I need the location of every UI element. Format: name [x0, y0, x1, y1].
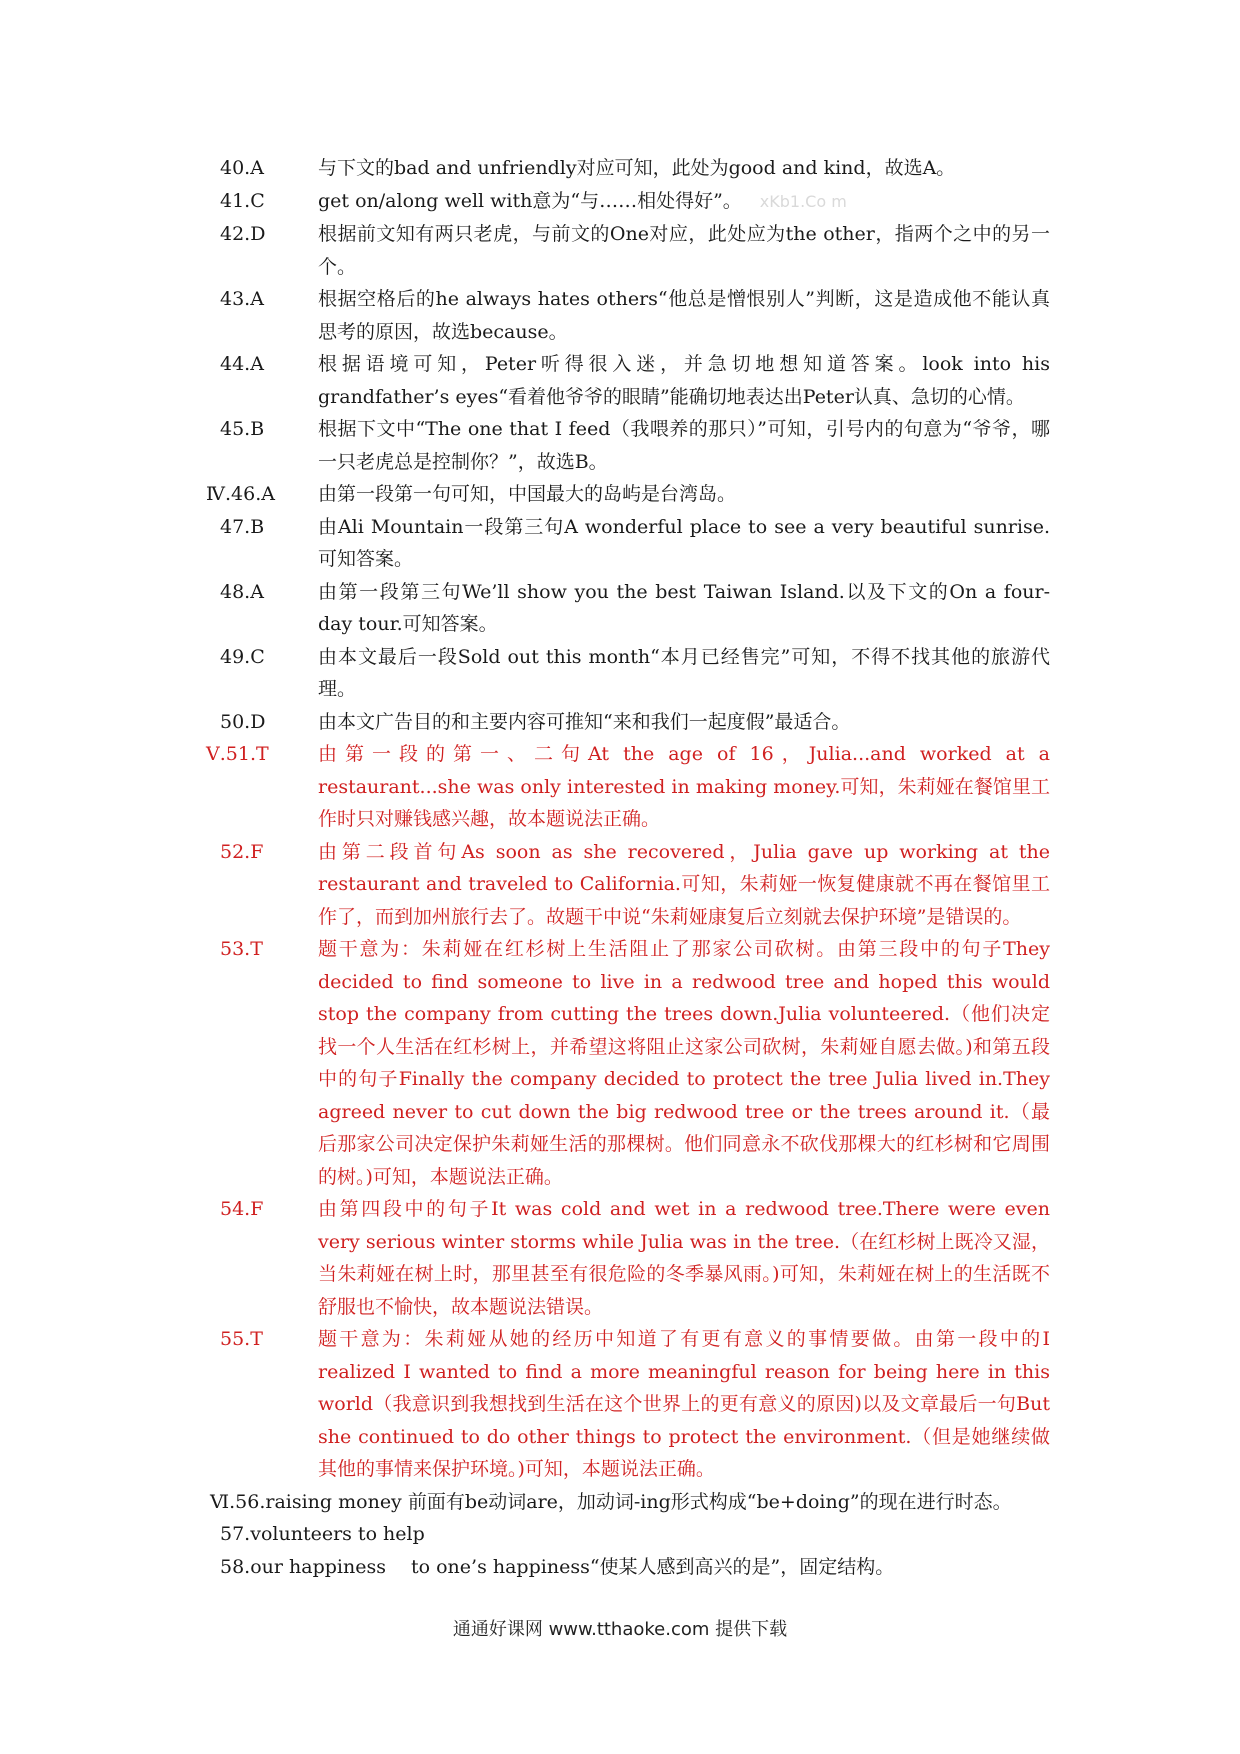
answer-explanation	[318, 185, 1050, 219]
answer-number: 44.A	[220, 353, 264, 375]
answer-item-54	[220, 1193, 1050, 1323]
answer-number: Ⅴ.51.T	[206, 743, 269, 765]
answer-item-45	[220, 413, 1050, 478]
answer-explanation: 由第二段首句As soon as she recovered，Julia gave up working at the restaurant and traveled to California.可知，朱莉娅一恢复健康就不再在餐馆里工作了，而到加州旅行去了。故题干中说“朱莉娅康复后立刻就去保护环境”是错误的。	[318, 840, 1050, 928]
answer-number: 42.D	[220, 223, 266, 245]
answer-explanation: 根据下文中“The one that I feed（我喂养的那只）”可知，引号内的句意为“爷爷，哪一只老虎总是控制你？”，故选B。	[318, 418, 1050, 473]
answer-item-50	[220, 706, 1050, 739]
answer-explanation: 由第一段的第一、二句At the age of 16，Julia...and worked at a restaurant...she was only interested in making money.可知，朱莉娅在餐馆里工作时只对赚钱感兴趣，故本题说法正确。	[318, 743, 1050, 830]
answer-item-41	[220, 185, 1050, 219]
answer-number: 48.A	[220, 580, 264, 603]
answer-explanation: 由第一段第三句We’ll show you the best Taiwan Island.以及下文的On a four-day tour.可知答案。	[318, 580, 1050, 635]
answer-item-42	[220, 218, 1050, 283]
answer-number: 53.T	[220, 938, 263, 960]
answer-item-51	[206, 738, 1050, 836]
answer-explanation-text: get on/along well with意为“与……相处得好”。	[318, 189, 742, 212]
answer-explanation: 根据语境可知，Peter听得很入迷，并急切地想知道答案。look into his grandfather’s eyes“看着他爷爷的眼睛”能确切地表达出Peter认真、急切的心情。	[318, 353, 1050, 408]
answer-number: 45.B	[220, 418, 265, 440]
answer-item-47	[220, 511, 1050, 576]
page-footer: 通通好课网 www.tthaoke.com 提供下载	[452, 1619, 788, 1640]
answer-number: 52.F	[220, 840, 264, 863]
answer-line-58: 58.our happiness to one’s happiness“使某人感到高兴的是”，固定结构。	[220, 1555, 895, 1578]
answer-number: 54.F	[220, 1198, 264, 1220]
answer-item-46	[206, 478, 1050, 511]
answer-list	[206, 152, 1050, 1583]
answer-line-57: 57.volunteers to help	[220, 1523, 425, 1545]
answer-item-43	[220, 283, 1050, 348]
answer-explanation: 由本文广告目的和主要内容可推知“来和我们一起度假”最适合。	[318, 710, 851, 733]
answer-explanation: 题干意为：朱莉娅在红杉树上生活阻止了那家公司砍树。由第三段中的句子They decided to find someone to live in a redwood tree and hoped this would stop the company from cutting the trees down.Julia volunteered.（他们决定找一个人生活在红杉树上，并希望这将阻止这家公司砍树，朱莉娅自愿去做。)和第五段中的句子Finally the company decided to protect the tree Julia lived in.They agreed never to cut down the big redwood tree or the trees around it.（最后那家公司决定保护朱莉娅生活的那棵树。他们同意永不砍伐那棵大的红杉树和它周围的树。)可知，本题说法正确。	[318, 938, 1050, 1188]
watermark: xKb1.Co m	[759, 191, 847, 211]
answer-number: 47.B	[220, 515, 265, 538]
answer-item-52	[220, 836, 1050, 934]
answer-number: 43.A	[220, 288, 264, 310]
answer-explanation: 题干意为：朱莉娅从她的经历中知道了有更有意义的事情要做。由第一段中的I realized I wanted to find a more meaningful reason for being here in this world（我意识到我想找到生活在这个世界上的更有意义的原因)以及文章最后一句But she continued to do other things to protect the environment.（但是她继续做其他的事情来保护环境。)可知，本题说法正确。	[318, 1328, 1050, 1480]
answer-item-49	[220, 641, 1050, 706]
answer-item-55	[220, 1323, 1050, 1486]
answer-number: Ⅳ.46.A	[206, 483, 275, 505]
answer-item-40	[220, 152, 1050, 185]
answer-number: 40.A	[220, 157, 264, 179]
answer-explanation: 由Ali Mountain一段第三句A wonderful place to see a very beautiful sunrise.可知答案。	[318, 515, 1050, 570]
answer-item-53	[220, 933, 1050, 1193]
answer-explanation: 由第一段第一句可知，中国最大的岛屿是台湾岛。	[318, 483, 737, 505]
answer-item-44	[220, 348, 1050, 413]
answer-explanation: 与下文的bad and unfriendly对应可知，此处为good and kind，故选A。	[318, 157, 956, 179]
answer-explanation: 由本文最后一段Sold out this month“本月已经售完”可知，不得不找其他的旅游代理。	[318, 645, 1050, 700]
answer-explanation: 由第四段中的句子It was cold and wet in a redwood tree.There were even very serious winter storms while Julia was in the tree.（在红杉树上既冷又湿，当朱莉娅在树上时，那里甚至有很危险的冬季暴风雨。)可知，朱莉娅在树上的生活既不舒服也不愉快，故本题说法错误。	[318, 1198, 1050, 1318]
answer-explanation: 根据空格后的he always hates others“他总是憎恨别人”判断，这是造成他不能认真思考的原因，故选because。	[318, 288, 1050, 343]
answer-number: 50.D	[220, 710, 266, 733]
answer-item-48	[220, 576, 1050, 641]
answer-explanation: 根据前文知有两只老虎，与前文的One对应，此处应为the other，指两个之中的另一个。	[318, 223, 1050, 278]
answer-line-56: Ⅵ.56.raising money 前面有be动词are，加动词-ing形式构成“be+doing”的现在进行时态。	[210, 1490, 1012, 1513]
answer-number: 41.C	[220, 189, 265, 212]
answer-number: 49.C	[220, 645, 265, 668]
answer-number: 55.T	[220, 1328, 263, 1350]
